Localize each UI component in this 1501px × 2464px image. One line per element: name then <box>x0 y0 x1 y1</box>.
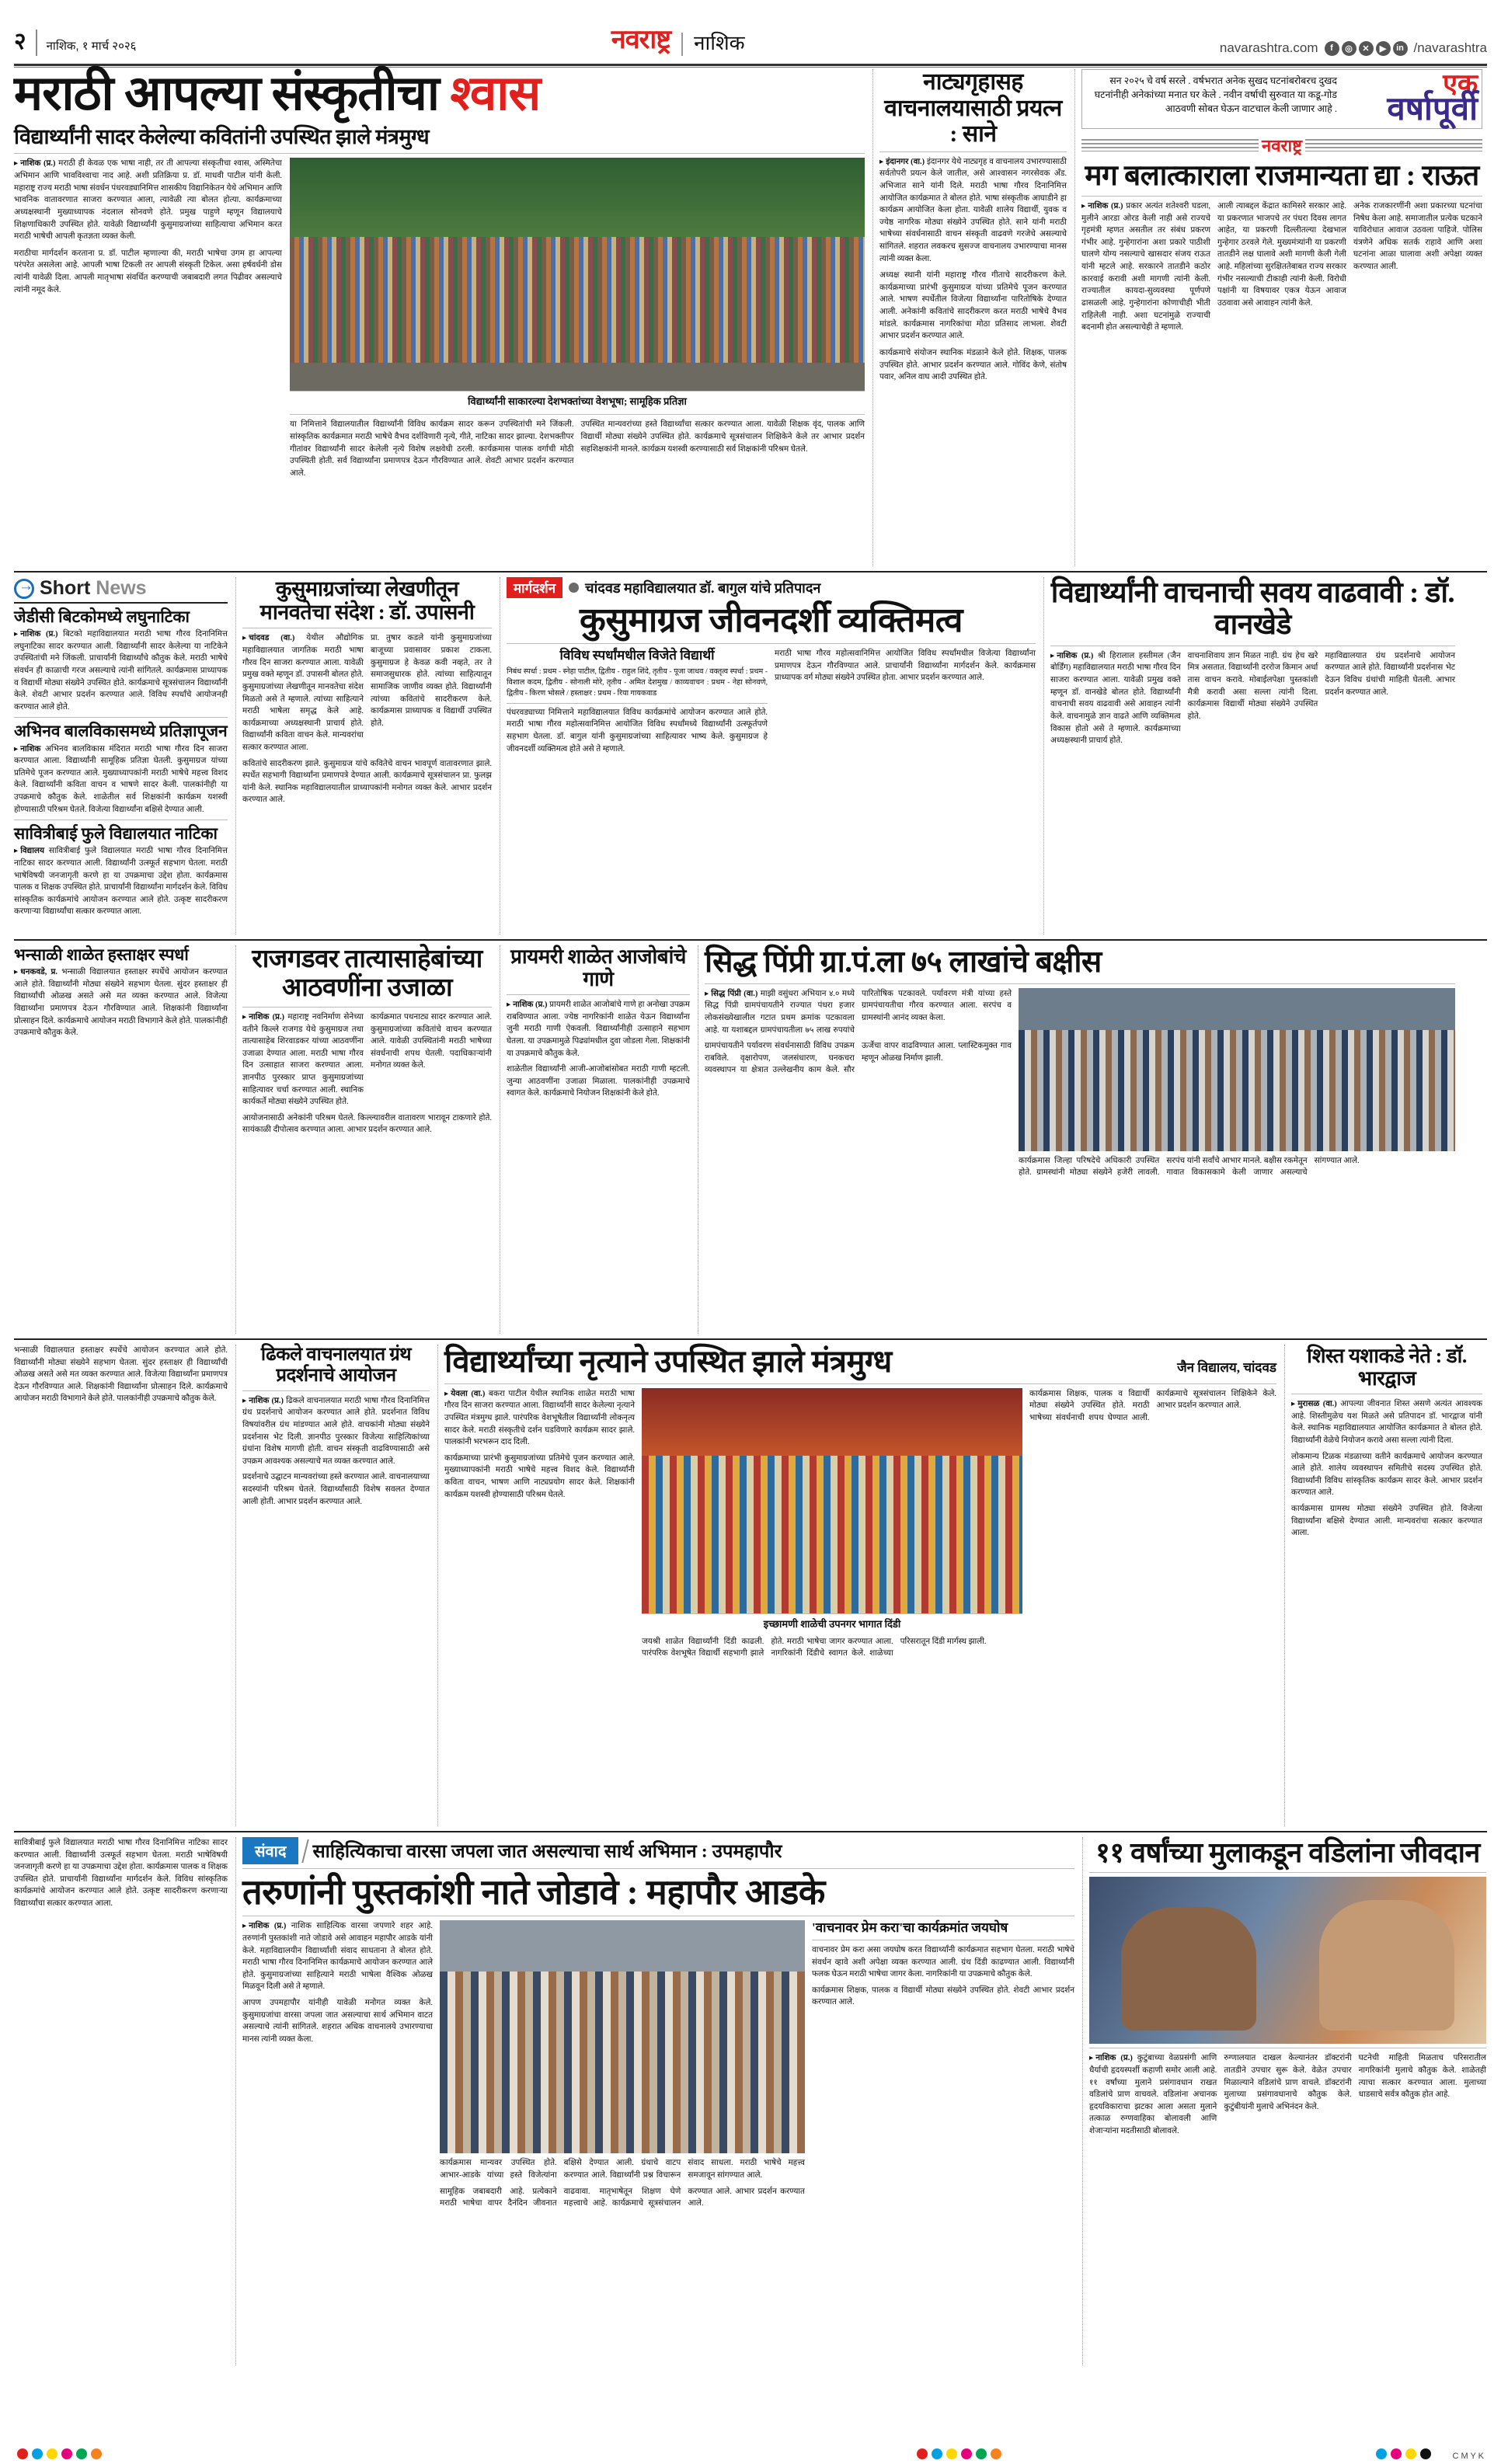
dhikale-headline: ढिकले वाचनालयात ग्रंथ प्रदर्शनाचे आयोजन <box>260 1345 412 1386</box>
margadarshan-body-2: मराठी भाषा गौरव महोत्सवानिमित्त आयोजित विविध स्पर्धांमधील विजेत्या विद्यार्थ्यांना प्रमाणपत्र देऊन गौरविण्यात आले. प्राचार्यांनी विद्यार्थ्यांना मार्गदर्शन केले. कार्यक्रमास प्राध्यापक वर्ग मोठ्या संख्येने उपस्थित होता. आभार प्रदर्शन करण्यात आले. <box>775 649 1036 683</box>
winners-subhead: विविध स्पर्धांमधील विजेते विद्यार्थी <box>559 648 715 663</box>
navarashtra-strip <box>1081 134 1482 157</box>
bottom-section <box>14 1837 1487 2365</box>
nrutya-dateline: ▸ येवला (वा.) <box>444 1390 485 1398</box>
margadarshan-headline: कुसुमाग्रज जीवनदर्शी व्यक्तिमत्व <box>580 601 963 639</box>
section-rule-2 <box>14 939 1487 941</box>
nrutya-body-3: जयश्री शाळेत विद्यार्थ्यांनी दिंडी काढली. पारंपरिक वेशभूषेत विद्यार्थी सहभागी झाले होते. मराठी भाषेचा जागर करण्यात आला. नागरिकांनी दिंडीचे स्वागत केले. शाळेच्या परिसरातून दिंडी मार्गस्थ झाली. <box>642 1637 987 1658</box>
kusumagraj-body: येथील औद्योगिक महाविद्यालयात जागतिक मराठी भाषा गौरव दिन साजरा करण्यात आला. यावेळी प्रमुख वक्ते म्हणून डॉ. उपासनी बोलत होते. कुसुमाग्रजांच्या लेखणीतून मानवतेचा संदेश मिळतो असे ते म्हणाले. त्यांच्या साहित्याने मराठी भाषेला समृद्ध केले आहे. कार्यक्रमाच्या अध्यक्षस्थानी प्राचार्य होते. विद्यार्थ्यांनी कविता वाचन केले. मान्यवरांचा सत्कार करण्यात आला. <box>242 634 364 752</box>
margadarshan-badge: मार्गदर्शन <box>507 577 562 598</box>
cmyk-label: C M Y K <box>1452 2452 1484 2461</box>
samvad-headline: तरुणांनी पुस्तकांशी नाते जोडावे : महापौर आडके <box>242 1873 825 1912</box>
ek-varshapurvi-logo: एक वर्षापूर्वी <box>1387 70 1478 127</box>
vachan-story <box>1043 577 1455 934</box>
page-number: २ <box>14 29 26 54</box>
ek-varshapurvi-intro: सन २०२५ चे वर्ष सरले . वर्षभरात अनेक सुखद घटनांबरोबरच दुखद घटनांनीही अनेकांच्या मनात घर केले . नवीन वर्षाची सुरुवात या कडू-गोड आठवणी सोबत घेऊन वाटचाल केली जाणार आहे . <box>1094 75 1337 115</box>
short-news-continued <box>14 945 228 1334</box>
jeevandan-photo <box>1089 1877 1486 2044</box>
social-handle: /navarashtra <box>1413 40 1487 55</box>
short-news-body: भन्साळी विद्यालयात हस्ताक्षर स्पर्धेचे आयोजन करण्यात आले होते. विद्यार्थ्यांनी मोठ्या संख्येने सहभाग घेतला. सुंदर हस्ताक्षर ही विद्यार्थ्यांची ओळख असते असे मत व्यक्त करण्यात आले. विजेत्या विद्यार्थ्यांना प्रमाणपत्र देऊन गौरविण्यात आले. शिक्षकांनी विद्यार्थ्यांना प्रोत्साहन दिले. कार्यक्रमाचे आयोजन मराठी विभागाने केले होते. पालकांनीही उपक्रमाचे कौतुक केले. <box>14 968 228 1038</box>
short-news-label-2: News <box>96 577 147 599</box>
short-news-dateline: ▸ नाशिक <box>14 745 40 753</box>
short-news-tail <box>14 1345 228 1826</box>
siddha-headline: सिद्ध पिंप्री ग्रा.पं.ला ७५ लाखांचे बक्षीस <box>705 945 1102 979</box>
rajgad-body-3: आयोजनासाठी अनेकांनी परिश्रम घेतले. किल्ल्यावरील वातावरण भारावून टाकणारे होते. सायंकाळी दीपोत्सव करण्यात आला. आभार प्रदर्शन करण्यात आले. <box>242 1113 492 1135</box>
kusumagraj-body-2: प्रा. तुषार कडले यांनी कुसुमाग्रजांच्या बाजूच्या प्रवासावर प्रकाश टाकला. कुसुमाग्रज हे केवळ कवी नव्हते, तर ते समाजसुधारक होते. त्यांच्या साहित्यातून सामाजिक जाणीव व्यक्त होते. विद्यार्थ्यांनी त्यांच्या कवितांचे सादरीकरण केले. कार्यक्रमास प्राध्यापक व विद्यार्थी उपस्थित होते. <box>371 634 492 728</box>
samvad-kicker-row <box>242 1837 1074 1864</box>
masthead-web <box>1220 40 1487 56</box>
masthead-brand <box>136 20 1219 56</box>
raut-dateline: ▸ नाशिक (प्र.) <box>1081 202 1123 211</box>
siddha-photo <box>1019 988 1455 1151</box>
shist-body-3: कार्यक्रमास ग्रामस्थ मोठ्या संख्येने उपस्थित होते. विजेत्या विद्यार्थ्यांना बक्षिसे देण्यात आली. मान्यवरांचा सत्कार करण्यात आला. <box>1291 1505 1482 1538</box>
kusumagraj-body-3: कवितांचे सादरीकरण झाले. कुसुमाग्रज यांचे कवितेचे वाचन भावपूर्ण वातावरणात झाले. स्पर्धेत सहभागी विद्यार्थ्यांना प्रमाणपत्रे देण्यात आली. कार्यक्रमाचे सूत्रसंचालन प्रा. फुलझ यांनी केले. स्थानिक महाविद्यालयातील प्राध्यापकांनी मनोगत व्यक्त केले. आभार प्रदर्शन करण्यात आले. <box>242 759 492 805</box>
jeevandan-body-3: घटनेची माहिती मिळताच परिसरातील नागरिकांनी मुलाचे कौतुक केले. शाळेतही त्याचा सत्कार करण्यात आला. मुलाच्या धाडसाचे सर्वत्र कौतुक होत आहे. <box>1358 2054 1486 2100</box>
siddha-pimpri-story <box>698 945 1455 1334</box>
lead-dateline: ▸ नाशिक (प्र.) <box>14 159 56 168</box>
jeevandan-body: कुटुंबाच्या वेळप्रसंगी आणि धैर्याची हृदयस्पर्शी कहाणी समोर आली आहे. ११ वर्षांच्या मुलाने प्रसंगावधान राखत वडिलांचे प्राण वाचवले. वडिलांना अचानक हृदयविकाराचा झटका आला असता मुलाने तत्काळ रुग्णवाहिका बोलावली आणि शेजाऱ्यांना मदतीसाठी बोलावले. <box>1089 2054 1217 2135</box>
short-news-body: बिटको महाविद्यालयात मराठी भाषा गौरव दिनानिमित्त लघुनाटिका सादर करण्यात आली. विद्यार्थ्यांनी सादर केलेल्या या नाटिकेने उपस्थितांची मने जिंकली. प्राचार्यांनी विद्यार्थ्यांचे कौतुक केले. मराठी भाषेचे संवर्धन ही काळाची गरज असल्याचे त्यांनी सांगितले. कार्यक्रमास प्राध्यापक व विद्यार्थी मोठ्या संख्येने उपस्थित होते. कार्यक्रमाचे सूत्रसंचालन विद्यार्थ्यांनी केले. शेवटी आभार प्रदर्शन करण्यात आले. विविध स्पर्धांचे आयोजनही करण्यात आले होते. <box>14 630 228 712</box>
siddha-dateline: ▸ सिद्ध पिंप्री (वा.) <box>705 990 757 998</box>
website-url[interactable]: navarashtra.com <box>1219 40 1318 55</box>
lead-photo-caption: विद्यार्थ्यांनी साकारल्या देशभक्तांच्या वेशभूषा; सामूहिक प्रतिज्ञा <box>290 391 865 410</box>
short-news-title: जेडीसी बिटकोमध्ये लघुनाटिका <box>14 607 190 626</box>
masthead <box>14 11 1487 59</box>
arrow-icon <box>14 579 34 599</box>
place-date: नाशिक, १ मार्च २०२६ <box>46 40 137 53</box>
section-rule-4 <box>14 1831 1487 1832</box>
brand-logo: नवराष्ट्र <box>611 25 671 54</box>
margadarshan-story <box>500 577 1036 934</box>
shist-dateline: ▸ मुरासळ (वा.) <box>1291 1400 1337 1408</box>
short-news-title: सावित्रीबाई फुले विद्यालयात नाटिका <box>14 824 218 844</box>
fourth-section <box>14 1345 1487 1826</box>
ek-varshapurvi-box <box>1081 69 1482 129</box>
natyagruha-headline: नाट्यगृहासह वाचनालयासाठी प्रयत्न : साने <box>884 69 1062 148</box>
vachan-body-2: वाचनाशिवाय ज्ञान मिळत नाही. ग्रंथ हेच खरे मित्र असतात. विद्यार्थ्यांनी दररोज किमान अर्धा तास वाचन करावे. मोबाईलपेक्षा पुस्तकांशी मैत्री करावी असा सल्ला त्यांनी दिला. कार्यक्रमास विद्यार्थी मोठ्या संख्येने उपस्थित होते. <box>1187 651 1318 721</box>
samvad-body-4: सामूहिक जबाबदारी आहे. प्रत्येकाने मराठी भाषेचा वापर दैनंदिन जीवनात वाढवावा. मातृभाषेतून शिक्षण घेणे महत्त्वाचे आहे. कार्यक्रमाचे सूत्रसंचालन करण्यात आले. आभार प्रदर्शन करण्यात आले. <box>440 2187 805 2208</box>
natyagruha-story <box>872 69 1067 566</box>
second-section <box>14 577 1487 934</box>
lead-headline: मराठी आपल्या संस्कृतीचा श्वास <box>14 68 541 120</box>
lead-lower-body: या निमित्ताने विद्यालयातील विद्यार्थ्यांनी विविध कार्यक्रम सादर करून उपस्थितांची मने जिंकली. सांस्कृतिक कार्यक्रमात मराठी भाषेचे वैभव दर्शविणारी नृत्ये, गीते, नाटिका सादर झाल्या. देशभक्तीपर गीतांवर विद्यार्थ्यांनी सादर केलेली नृत्ये विशेष लक्षवेधी ठरली. कार्यक्रमास पालक वर्गाची मोठी उपस्थिती होती. सर्व विद्यार्थ्यांना प्रमाणपत्र देऊन गौरविण्यात आले. शेवटी आभार प्रदर्शन करण्यात आले. <box>290 420 574 478</box>
instagram-icon[interactable]: ◎ <box>1342 41 1356 56</box>
samvad-body: नाशिक साहित्यिक वारसा जपणारे शहर आहे. तरुणांनी पुस्तकांशी नाते जोडावे असे आवाहन महापौर आडके यांनी केले. महाविद्यालयीन विद्यार्थ्यांशी संवाद साधताना ते बोलत होते. मराठी भाषा गौरव दिनानिमित्त कार्यक्रमाचे आयोजन करण्यात आले होते. कुसुमाग्रजांच्या साहित्याने मराठी भाषेला वैश्विक ओळख मिळवून दिली असे ते म्हणाले. <box>242 1922 433 1992</box>
raut-body-2: आली त्याबद्दल केंद्रात कामिसरे सरकार आहे. या प्रकरणात भाजपचे तर पंधरा दिवस लागत आहेत, या प्रकरणी दिल्लीतल्या देखभाल गुन्हेगार ठरवले गेले. मुख्यमंत्र्यांनी या प्रकरणी तातडीने लक्ष घालावे अशी मागणी केली गेली आहे. महिलांच्या सुरक्षिततेबाबत राज्य सरकार गंभीर नसल्याची टीकाही त्यांनी केली. विरोधी पक्षांनी या विषयावर एकत्र येऊन आवाज उठवावा असे आवाहन त्यांनी केले. <box>1217 202 1346 308</box>
rajgad-body: महाराष्ट्र नवनिर्माण सेनेच्या वतीने किल्ले राजगड येथे कुसुमाग्रज तथा तात्यासाहेब शिरवाडकर यांच्या आठवणींना उजाळा देण्यात आला. मराठी भाषा गौरव दिन उत्साहात साजरा करण्यात आला. ज्ञानपीठ पुरस्कार प्राप्त कुसुमाग्रजांच्या साहित्यावर चर्चा करण्यात आली. स्थानिक कार्यकर्ते मोठ्या संख्येने उपस्थित होते. <box>242 1012 364 1107</box>
samvad-photo <box>440 1920 805 2153</box>
nrutya-headline: विद्यार्थ्यांच्या नृत्याने उपस्थित झाले मंत्रमुग्ध <box>444 1344 892 1379</box>
siddha-body-3: कार्यक्रमास जिल्हा परिषदेचे अधिकारी उपस्थित होते. ग्रामस्थांनी मोठ्या संख्येने हजेरी लावली. सरपंच यांनी सर्वांचे आभार मानले. बक्षीस रकमेतून गावात विकासकामे केली जाणार असल्याचे सांगण्यात आले. <box>1019 1156 1360 1178</box>
primary-body: प्रायमरी शाळेत आजोबांचे गाणे हा अनोखा उपक्रम राबविण्यात आला. ज्येष्ठ नागरिकांनी शाळेत येऊन विद्यार्थ्यांना जुनी मराठी गाणी ऐकवली. विद्यार्थ्यांनीही उत्साहाने सहभाग घेतला. या उपक्रमामुळे पिढ्यांमधील दुवा जोडला गेला. शिक्षकांनी या उपक्रमाचे कौतुक केले. <box>507 1001 691 1058</box>
primary-body-2: शाळेतील विद्यार्थ्यांनी आजी-आजोबांसोबत मराठी गाणी म्हटली. जुन्या आठवणींना उजाळा मिळाला. पालकांनीही उपक्रमाचे स्वागत केले. कार्यक्रमाचे नियोजन शिक्षकांनी केले होते. <box>507 1065 690 1098</box>
vachan-body: श्री हिरालाल हस्तीमल (जैन बोर्डिंग) महाविद्यालयात मराठी भाषा गौरव दिन साजरा करण्यात आला. यावेळी प्रमुख वक्ते म्हणून डॉ. वानखेडे बोलत होते. विद्यार्थ्यांनी वाचनाची सवय वाढवावी असे आवाहन त्यांनी केले. वाचनामुळे ज्ञान वाढते आणि व्यक्तिमत्व विकास होतो असे ते म्हणाले. कार्यक्रमाच्या अध्यक्षस्थानी प्राचार्य होते. <box>1050 651 1181 746</box>
rajgad-dateline: ▸ नाशिक (प्र.) <box>242 1013 284 1021</box>
raut-body-3: अनेक राजकारणींनी अशा प्रकारच्या घटनांचा निषेध केला आहे. समाजातील प्रत्येक घटकाने याविरोधात आवाज उठवला पाहिजे. पोलिस यंत्रणेने अधिक सतर्क राहावे आणि अशा घटनांना आळा घालावा अशी अपेक्षा व्यक्त करण्यात आली. <box>1353 202 1482 272</box>
samvad-sub-body-2: कार्यक्रमास शिक्षक, पालक व विद्यार्थी मोठ्या संख्येने उपस्थित होते. शेवटी आभार प्रदर्शन करण्यात आले. <box>812 1985 1074 2007</box>
short-news-header <box>14 577 228 604</box>
lead-photo-block <box>290 158 865 479</box>
short-news-dateline: ▸ विद्यालय <box>14 847 44 855</box>
short-news-column <box>14 577 228 934</box>
samvad-kicker: साहित्यिकाचा वारसा जपला जात असल्याचा सार्थ अभिमान : उपमहापौर <box>312 1842 782 1862</box>
short-news-body: अभिनव बालविकास मंदिरात मराठी भाषा गौरव दिन साजरा करण्यात आला. विद्यार्थ्यांनी सामूहिक प्रतिज्ञा घेतली. कुसुमाग्रज यांच्या प्रतिमेचे पूजन करण्यात आले. मुख्याध्यापकांनी मराठी भाषेचे महत्त्व विशद केले. विद्यार्थ्यांनी कविता वाचन व भाषणे सादर केली. पालकांनीही या उपक्रमाचे कौतुक केले. शाळेतील सर्व शिक्षकांनी कार्यक्रम यशस्वी होण्यासाठी परिश्रम घेतले. विजेत्या विद्यार्थ्यांना बक्षिसे देण्यात आली. <box>14 744 228 814</box>
jeevandan-body-2: रुग्णालयात दाखल केल्यानंतर डॉक्टरांनी तातडीने उपचार सुरू केले. वेळेत उपचार मिळाल्याने वडिलांचे प्राण वाचले. डॉक्टरांनी मुलाच्या प्रसंगावधानाचे कौतुक केले. कुटुंबीयांनी मुलाचे अभिनंदन केले. <box>1224 2054 1352 2111</box>
margadarshan-kicker-row <box>507 577 1036 598</box>
nrutya-body-4: कार्यक्रमास शिक्षक, पालक व विद्यार्थी मोठ्या संख्येने उपस्थित होते. मराठी भाषेच्या संवर्धनाची शपथ घेण्यात आली. कार्यक्रमाचे सूत्रसंचालन शिक्षिकेने केले. आभार प्रदर्शन करण्यात आले. <box>1029 1389 1276 1423</box>
margadarshan-kicker: चांदवड महाविद्यालयात डॉ. बागुल यांचे प्रतिपादन <box>585 579 821 596</box>
linkedin-icon[interactable]: in <box>1393 41 1408 56</box>
color-registration-left <box>17 2448 102 2459</box>
brand-divider <box>681 33 683 56</box>
kusumagraj-lekhani-story <box>235 577 492 934</box>
nrutya-photo <box>642 1388 1022 1613</box>
third-section <box>14 945 1487 1334</box>
short-news-body: सावित्रीबाई फुले विद्यालयात मराठी भाषा गौरव दिनानिमित्त नाटिका सादर करण्यात आली. विद्यार्थ्यांनी उत्स्फूर्त सहभाग घेतला. मराठी भाषेविषयी जनजागृती करणे हा या उपक्रमाचा उद्देश होता. कार्यक्रमास पालक व शिक्षक उपस्थित होते. प्राचार्यांनी विद्यार्थ्यांना मार्गदर्शन केले. विविध सांस्कृतिक कार्यक्रमांचे आयोजन करण्यात आले होते. उत्कृष्ट सादरीकरण करणाऱ्या विद्यार्थ्यांचा सत्कार करण्यात आला. <box>14 847 228 917</box>
top-section <box>14 69 1487 566</box>
short-news-dateline: ▸ धनकवडे, प्र. <box>14 968 57 976</box>
siddha-body-2: ग्रामपंचायतीने पर्यावरण संवर्धनासाठी विविध उपक्रम राबविले. वृक्षारोपण, जलसंधारण, घनकचरा व्यवस्थापन या क्षेत्रात उल्लेखनीय काम केले. सौर ऊर्जेचा वापर वाढविण्यात आला. प्लास्टिकमुक्त गाव म्हणून ओळख निर्माण झाली. <box>705 1042 1012 1075</box>
short-news-overflow: भन्साळी विद्यालयात हस्ताक्षर स्पर्धेचे आयोजन करण्यात आले होते. विद्यार्थ्यांनी मोठ्या संख्येने सहभाग घेतला. सुंदर हस्ताक्षर ही विद्यार्थ्यांची ओळख असते असे मत व्यक्त करण्यात आले. विजेत्या विद्यार्थ्यांना प्रमाणपत्र देऊन गौरविण्यात आले. शिक्षकांनी विद्यार्थ्यांना प्रोत्साहन दिले. कार्यक्रमाचे आयोजन मराठी विभागाने केले होते. पालकांनीही उपक्रमाचे कौतुक केले. <box>14 1346 228 1404</box>
nrutya-body: बकरा पाटील येथील स्थानिक शाळेत मराठी भाषा गौरव दिन साजरा करण्यात आला. विद्यार्थ्यांनी सादर केलेल्या नृत्याने उपस्थित मंत्रमुग्ध झाले. पारंपरिक वेशभूषेतील विद्यार्थ्यांनी लोकनृत्य सादर केले. मराठी संस्कृतीचे दर्शन घडविणारे कार्यक्रम सादर झाले. पालकांनी भरभरून दाद दिली. <box>444 1389 635 1447</box>
short-news-item <box>14 945 228 1039</box>
social-icons <box>1325 41 1408 56</box>
jeevandan-story <box>1082 1837 1486 2365</box>
bottom-left-text: सावित्रीबाई फुले विद्यालयात मराठी भाषा गौरव दिनानिमित्त नाटिका सादर करण्यात आली. विद्यार्थ्यांनी उत्स्फूर्त सहभाग घेतला. मराठी भाषेविषयी जनजागृती करणे हा या उपक्रमाचा उद्देश होता. कार्यक्रमास पालक व शिक्षक उपस्थित होते. प्राचार्यांनी विद्यार्थ्यांना मार्गदर्शन केले. विविध सांस्कृतिक कार्यक्रमांचे आयोजन करण्यात आले होते. उत्कृष्ट सादरीकरण करणाऱ्या विद्यार्थ्यांचा सत्कार करण्यात आला. <box>14 1839 228 1909</box>
samvad-badge: संवाद <box>242 1837 298 1864</box>
samvad-body-2: आपण उपमहापौर यांनीही यावेळी मनोगत व्यक्त केले. कुसुमाग्रजांचा वारसा जपला जात असल्याचा सार्थ अभिमान वाटत असल्याचे त्यांनी सांगितले. शहरात अधिक वाचनालये उभारण्याचा मानस त्यांनी व्यक्त केला. <box>242 1999 433 2044</box>
color-registration-center <box>917 2448 1001 2459</box>
rajgad-headline: राजगडवर तात्यासाहेबांच्या आठवणींना उजाळा <box>252 945 482 1002</box>
shist-body: आपल्या जीवनात शिस्त असणे अत्यंत आवश्यक आहे. शिस्तीमुळेच यश मिळते असे प्रतिपादन डॉ. भारद्वाज यांनी केले. स्थानिक महाविद्यालयात आयोजित कार्यक्रमात ते बोलत होते. विद्यार्थ्यांनी वेळेचे नियोजन करावे असा सल्ला त्यांनी दिला. <box>1291 1400 1482 1446</box>
jeevandan-headline: ११ वर्षांच्या मुलाकडून वडिलांना जीवदान <box>1095 1837 1480 1868</box>
samvad-story <box>235 1837 1074 2365</box>
x-twitter-icon[interactable]: ✕ <box>1359 41 1374 56</box>
raut-headline: मग बलात्काराला राजमान्यता द्या : राऊत <box>1085 159 1479 192</box>
lead-lower-body-2: उपस्थित मान्यवरांच्या हस्ते विद्यार्थ्यांचा सत्कार करण्यात आला. यावेळी शिक्षक वृंद, पालक आणि विद्यार्थी मोठ्या संख्येने उपस्थित होते. कार्यक्रमाचे सूत्रसंचालन शिक्षिकेने केले तर आभार प्रदर्शन सहशिक्षकांनी मानले. कार्यक्रम यशस्वी करण्यासाठी सर्व शिक्षकांनी परिश्रम घेतले. <box>580 420 865 454</box>
raut-body: प्रकार अत्यंत शतेश्वरी घडला, मुलीने आरडा ओरड केली नाही असे राज्यचे गृहमंत्री म्हणत असतील तर संबंध प्रकरण गंभीर आहे. गुन्हेगारांना अशा प्रकारे पाठीशी घालणे योग्य नसल्याचे खासदार संजय राऊत यांनी म्हटले आहे. सरकारने तातडीने कठोर कारवाई करावी अशी मागणी त्यांनी केली. राज्यातील कायदा-सुव्यवस्था पूर्णपणे ढासळली आहे. गुन्हेगारांना कोणाचीही भीती राहिलेली नाही. अशा घटनांमुळे राज्याची बदनामी होत असल्याचेही ते म्हणाले. <box>1081 202 1210 332</box>
vachan-headline: विद्यार्थ्यांनी वाचनाची सवय वाढवावी : डॉ. वानखेडे <box>1050 577 1455 642</box>
shist-body-2: लोकमान्य टिळक मंडळाच्या वतीने कार्यक्रमाचे आयोजन करण्यात आले होते. शालेय व्यवस्थापन समितीचे सदस्य उपस्थित होते. विद्यार्थ्यांनी विविध सांस्कृतिक कार्यक्रम सादर केले. आभार प्रदर्शन करण्यात आले. <box>1291 1452 1482 1498</box>
natyagruha-body-2: अध्यक्ष स्थानी यांनी महाराष्ट्र गौरव गीताचे सादरीकरण केले. कार्यक्रमाच्या प्रारंभी कुसुमाग्रज यांच्या प्रतिमेचे पूजन करण्यात आले. भाषण स्पर्धेतील विजेत्या विद्यार्थ्यांना पारितोषिके देण्यात आली. अनेकांनी कवितांचे सादरीकरण करत मराठी भाषेचे वैभव मांडले. कार्यक्रमास नागरिकांचा मोठा प्रतिसाद लाभला. शेवटी आभार प्रदर्शन करण्यात आले. <box>879 271 1067 341</box>
bottom-left-filler <box>14 1837 228 2365</box>
facebook-icon[interactable]: f <box>1325 41 1339 56</box>
short-news-label-1: Short <box>40 577 91 599</box>
ek-varshapurvi-story <box>1074 69 1482 566</box>
short-news-item <box>14 722 228 816</box>
section-rule-3 <box>14 1338 1487 1340</box>
bullet-icon <box>569 583 579 593</box>
lead-photo <box>290 158 865 391</box>
dhikale-body-2: प्रदर्शनाचे उद्घाटन मान्यवरांच्या हस्ते करण्यात आले. वाचनालयाच्या सदस्यांनी परिश्रम घेतले. विद्यार्थ्यांसाठी विशेष सवलत देण्यात आली होती. आभार प्रदर्शन करण्यात आले. <box>242 1473 430 1506</box>
section-rule-1 <box>14 571 1487 572</box>
dhikale-story <box>235 1345 430 1826</box>
natyagruha-body-3: कार्यक्रमाचे संयोजन स्थानिक मंडळाने केले होते. शिक्षक, पालक उपस्थित होते. आभार प्रदर्शन करण्यात आले. गोविंद केणे, संतोष पवार, अनिल वाघ आदी उपस्थित होते. <box>879 348 1067 382</box>
color-registration-right <box>1376 2448 1431 2459</box>
shist-headline: शिस्त यशाकडे नेते : डॉ. भारद्वाज <box>1307 1345 1467 1390</box>
navarashtra-badge: नवराष्ट्र <box>1262 135 1302 155</box>
natyagruha-dateline: ▸ इंदानगर (वा.) <box>879 158 925 166</box>
kusumagraj-headline: कुसुमाग्रजांच्या लेखणीतून मानवतेचा संदेश : डॉ. उपासनी <box>259 577 475 625</box>
rajgad-body-2: कार्यक्रमात पथनाट्य सादर करण्यात आले. कुसुमाग्रजांच्या कवितांचे वाचन करण्यात आले. यावेळी उपस्थितांनी मराठी भाषेच्या संवर्धनाची शपथ घेतली. पदाधिकाऱ्यांनी मनोगत व्यक्त केले. <box>371 1012 492 1070</box>
samvad-body-3: कार्यक्रमास मान्यवर उपस्थित होते. आभार-आडके यांच्या हस्ते विजेत्यांना बक्षिसे देण्यात आली. ग्रंथाचे वाटप करण्यात आले. विद्यार्थ्यांनी प्रश्न विचारून संवाद साधला. मराठी भाषेचे महत्त्व समजावून सांगण्यात आले. <box>440 2159 805 2180</box>
masthead-divider <box>36 30 37 56</box>
lead-body-2: मराठीचा मार्गदर्शन करताना प्र. डॉ. पाटील म्हणाल्या की, मराठी भाषेचा उगम हा आपल्या परंपरेत असलेला आहे. आपली भाषा टिकली तर आपली संस्कृती टिकेल. असा हर्षवर्धनी डोस त्यांनी यावेळी दिला. आपली मातृभाषा संवर्धित करण्याची जबाबदारी लगत पिढीवर असल्याचे त्यांनी नमूद केले. <box>14 249 282 294</box>
dhikale-body: ढिकले वाचनालयात मराठी भाषा गौरव दिनानिमित्त ग्रंथ प्रदर्शनाचे आयोजन करण्यात आले होते. प्रदर्शनात विविध विषयांवरील ग्रंथ मांडण्यात आले होते. वाचकांनी मोठ्या संख्येने प्रदर्शनास भेट दिली. ज्ञानपीठ पुरस्कार विजेत्या साहित्यिकांच्या ग्रंथांना विशेष मागणी होती. वाचन संस्कृती वाढविण्यासाठी असे उपक्रम आवश्यक असल्याचे मत व्यक्त करण्यात आले. <box>242 1396 430 1466</box>
vachan-dateline: ▸ नाशिक (प्र.) <box>1050 652 1093 660</box>
samvad-dateline: ▸ नाशिक (प्र.) <box>242 1922 286 1930</box>
lead-story <box>14 69 865 566</box>
primary-dateline: ▸ नाशिक (प्र.) <box>507 1001 547 1009</box>
short-news-title: अभिनव बालविकासमध्ये प्रतिज्ञापूजन <box>14 722 228 741</box>
nrutya-body-2: कार्यक्रमाच्या प्रारंभी कुसुमाग्रजांच्या प्रतिमेचे पूजन करण्यात आले. मुख्याध्यापकांनी मराठी भाषेचे महत्त्व विशद केले. विद्यार्थ्यांनी कविता वाचन, भाषण आणि नाट्यप्रयोग सादर केले. शिक्षकांनी कार्यक्रम यशस्वी होण्यासाठी परिश्रम घेतले. <box>444 1453 635 1499</box>
primary-headline: प्रायमरी शाळेत आजोबांचे गाणे <box>510 945 686 991</box>
lead-body: मराठी ही केवळ एक भाषा नाही, तर ती आपल्या संस्कृतीचा श्वास, अस्मितेचा अभिमान आणि भावविश्वाचा नाद आहे. अशी प्रतिक्रिया प्र. डॉ. माधवी पाटील यांनी केली. महाराष्ट्र राज्य मराठी भाषा संवर्धन पंधरवड्यानिमित्त शासकीय विद्यानिकेतन येथे अभिमान आणि भावनिक वातावरणात साजरा करण्यात आला, त्यावेळी त्या बोलत होत्या. कार्यक्रमाच्या अध्यक्षस्थानी मुख्याध्यापक नंदलाल सोनवणे होते. प्रमुख पाहुणे म्हणून विद्यालयाचे शिक्षणाधिकारी उपस्थित होते. यावेळी विद्यार्थ्यांनी कुसुमाग्रजांच्या साहित्याचा अभिमान करत मराठी भाषेची आपली कृतज्ञता व्यक्त केली. <box>14 159 282 242</box>
kusumagraj-dateline: ▸ चांदवड (वा.) <box>242 634 294 642</box>
lead-subhead: विद्यार्थ्यांनी सादर केलेल्या कवितांनी उपस्थित झाले मंत्रमुग्ध <box>14 125 430 149</box>
shist-story <box>1284 1345 1482 1826</box>
youtube-icon[interactable]: ▶ <box>1376 41 1391 56</box>
samvad-sub-body: वाचनावर प्रेम करा असा जयघोष करत विद्यार्थ्यांनी कार्यक्रमात सहभाग घेतला. मराठी भाषेचे संवर्धन व्हावे अशी अपेक्षा व्यक्त करण्यात आली. ग्रंथ दिंडी काढण्यात आली. विद्यार्थ्यांनी फलक घेऊन मराठी भाषेचा जागर केला. नागरिकांनी या उपक्रमाचे कौतुक केले. <box>812 1945 1074 1979</box>
jeevandan-dateline: ▸ नाशिक (प्र.) <box>1089 2054 1133 2062</box>
short-news-item <box>14 824 228 918</box>
vachan-body-3: महाविद्यालयात ग्रंथ प्रदर्शनाचे आयोजन करण्यात आले होते. विद्यार्थ्यांनी प्रदर्शनास भेट देऊन विविध ग्रंथांची माहिती घेतली. आभार प्रदर्शन करण्यात आले. <box>1325 651 1456 697</box>
nrutya-photo-caption: इच्छामणी शाळेची उपनगर भागात दिंडी <box>642 1613 1022 1633</box>
nrutya-subcaption: जैन विद्यालय, चांदवड <box>1177 1360 1276 1375</box>
siddha-body: माझी वसुंधरा अभियान ४.० मध्ये सिद्ध पिंप्री ग्रामपंचायतीने राज्यात पंधरा हजार लोकसंख्येखालील गटात प्रथम क्रमांक पटकावला आहे. या यशाबद्दल ग्रामपंचायतीला ७५ लाख रुपयांचे पारितोषिक पटकावले. पर्यावरण मंत्री यांच्या हस्ते ग्रामपंचायतीचा गौरव करण्यात आला. सरपंच व ग्रामस्थांनी आनंद व्यक्त केला. <box>705 989 1012 1035</box>
nrutya-story <box>437 1345 1276 1826</box>
margadarshan-body: पंधरवड्याच्या निमित्ताने महाविद्यालयात विविध कार्यक्रमांचे आयोजन करण्यात आले होते. मराठी भाषा गौरव महोत्सवानिमित्त आयोजित विविध स्पर्धांमध्ये विद्यार्थ्यांनी उत्स्फूर्तपणे सहभाग घेतला. डॉ. बागुल यांनी कुसुमाग्रजांच्या साहित्यावर भाष्य केले. कुसुमाग्रज हे जीवनदर्शी व्यक्तिमत्व होते असे ते म्हणाले. <box>507 708 768 753</box>
edition-name: नाशिक <box>694 31 745 54</box>
primary-school-story <box>500 945 690 1334</box>
short-news-item <box>14 607 228 713</box>
natyagruha-body: इंदानगर येथे नाट्यगृह व वाचनालय उभारण्यासाठी सर्वतोपरी प्रयत्न केले जातील, असे आश्वासन नगरसेवक अँड. अभिजात साने यांनी दिले. मराठी भाषा गौरव दिनानिमित्त आयोजित कार्यक्रमात ते बोलत होते. भाषा संस्कृतीक आघाडीने हा कार्यक्रम आयोजित केला होता. यावेळी शालेय विद्यार्थी, युवक व ज्येष्ठ नागरिक मोठ्या संख्येने उपस्थित होते. साने यांनी मराठी भाषेच्या संवर्धनासाठी वाचन संस्कृती वाढवणे गरजेचे असल्याचे सांगितले. शहरात लवकरच सुसज्ज वाचनालय उभारण्याचा मानस त्यांनी व्यक्त केला. <box>879 157 1067 263</box>
samvad-sub-headline: 'वाचनावर प्रेम करा'चा कार्यक्रमांत जयघोष <box>812 1920 1008 1936</box>
short-news-dateline: ▸ नाशिक (प्र.) <box>14 630 57 639</box>
short-news-title: भन्साळी शाळेत हस्ताक्षर स्पर्धा <box>14 945 189 964</box>
rajgad-story <box>235 945 492 1334</box>
winners-list: निबंध स्पर्धा : प्रथम - स्नेहा पाटील, द्वितीय - राहुल शिंदे, तृतीय - पूजा जाधव / वक्तृत्व स्पर्धा : प्रथम - विशाल कदम, द्वितीय - सोनाली मोरे, तृतीय - अमित देशमुख / काव्यवाचन : प्रथम - नेहा सोनवणे, द्वितीय - किरण भोसले / हस्ताक्षर : प्रथम - रिया गायकवाड <box>507 666 768 704</box>
dhikale-dateline: ▸ नाशिक (प्र.) <box>242 1397 284 1405</box>
lead-text-left <box>14 158 282 479</box>
